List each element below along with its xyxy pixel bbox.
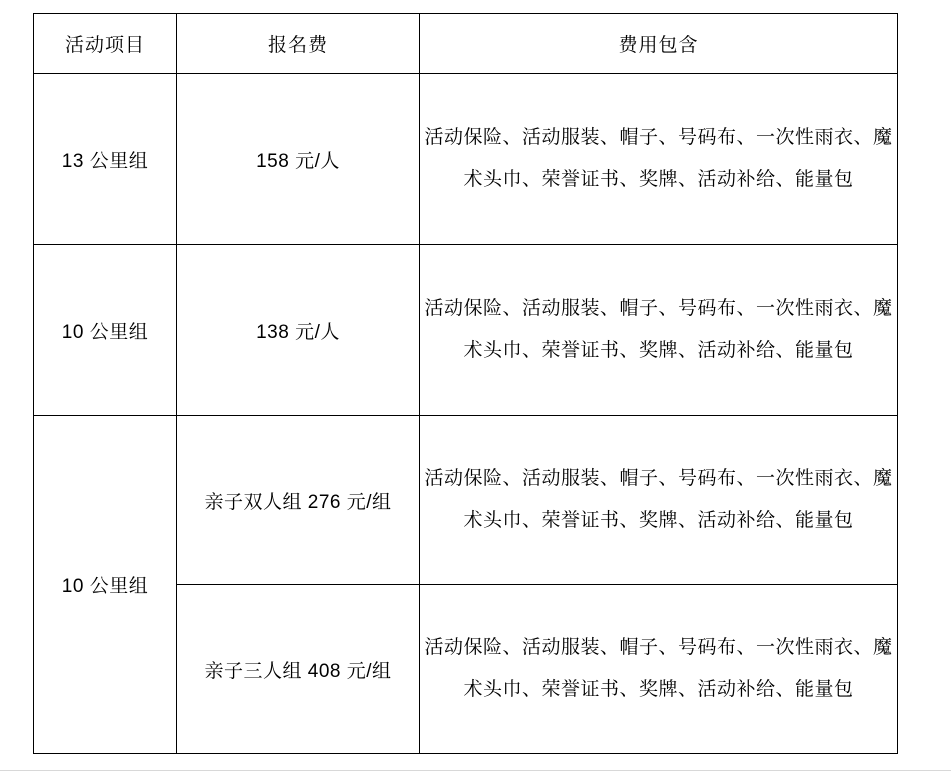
table-row xyxy=(34,416,898,585)
cell-fee: 亲子三人组 408 元/组 xyxy=(177,585,420,754)
column-header-includes: 费用包含 xyxy=(420,14,898,74)
column-header-fee: 报名费 xyxy=(177,14,420,74)
table-body xyxy=(34,74,898,754)
cell-group-merged: 10 公里组 xyxy=(34,416,177,754)
cell-includes: 活动保险、活动服装、帽子、号码布、一次性雨衣、魔术头巾、荣誉证书、奖牌、活动补给、能量包 xyxy=(420,416,898,585)
table-row xyxy=(34,245,898,416)
cell-group: 13 公里组 xyxy=(34,74,177,245)
cell-group: 10 公里组 xyxy=(34,245,177,416)
table-row xyxy=(34,74,898,245)
column-header-activity: 活动项目 xyxy=(34,14,177,74)
cell-includes: 活动保险、活动服装、帽子、号码布、一次性雨衣、魔术头巾、荣誉证书、奖牌、活动补给、能量包 xyxy=(420,74,898,245)
fee-table-container xyxy=(33,13,897,754)
table-header-row xyxy=(34,14,898,74)
cell-fee: 亲子双人组 276 元/组 xyxy=(177,416,420,585)
cell-includes: 活动保险、活动服装、帽子、号码布、一次性雨衣、魔术头巾、荣誉证书、奖牌、活动补给、能量包 xyxy=(420,585,898,754)
table-header xyxy=(34,14,898,74)
cell-includes: 活动保险、活动服装、帽子、号码布、一次性雨衣、魔术头巾、荣誉证书、奖牌、活动补给、能量包 xyxy=(420,245,898,416)
fee-table xyxy=(33,13,898,754)
cell-fee: 158 元/人 xyxy=(177,74,420,245)
cell-fee: 138 元/人 xyxy=(177,245,420,416)
